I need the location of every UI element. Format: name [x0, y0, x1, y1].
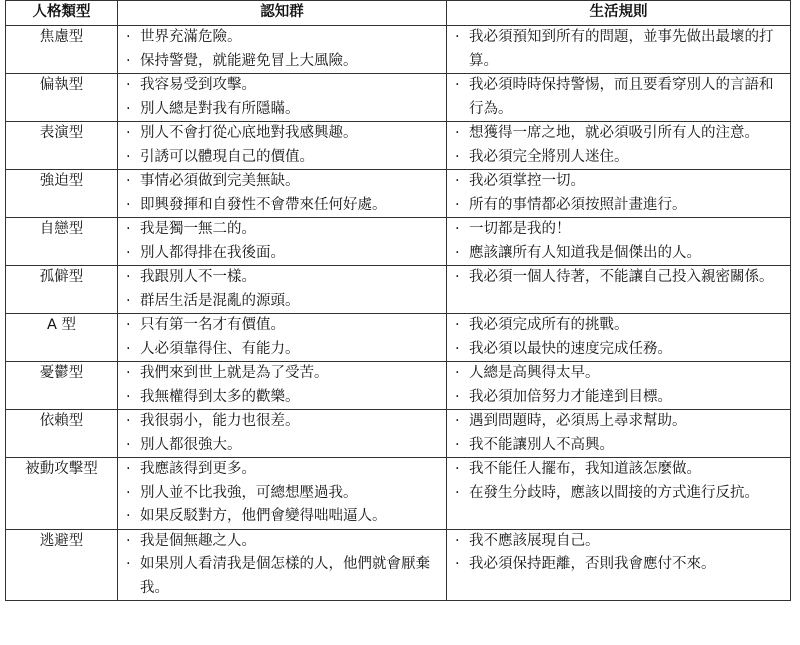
cognition-text: 別人不會打從心底地對我感興趣。	[140, 125, 358, 141]
cognition-item	[126, 146, 440, 170]
bullet-icon: ·	[455, 413, 460, 429]
cognition-cell	[118, 314, 447, 362]
personality-type-cell: 表演型	[6, 122, 118, 170]
cognition-cell	[118, 458, 447, 530]
cognition-text: 別人並不比我強，可總想壓過我。	[140, 484, 358, 501]
life-rules-cell	[447, 314, 791, 362]
cognition-text: 事情必須做到完美無缺。	[140, 173, 300, 189]
cognition-text: 別人都很強大。	[140, 436, 242, 453]
rule-item	[455, 266, 784, 290]
cognition-cell	[118, 26, 447, 74]
life-rules-cell	[447, 458, 791, 530]
life-rules-cell	[447, 362, 791, 410]
rule-item	[455, 482, 784, 506]
personality-rules-table	[5, 0, 791, 601]
rule-item	[455, 458, 784, 482]
personality-type-cell: 偏執型	[6, 74, 118, 122]
bullet-icon: ·	[126, 77, 131, 93]
rule-text: 我必須時時保持警惕，而且要看穿別人的言語和行為。	[469, 77, 774, 117]
rule-item	[455, 242, 784, 266]
table-row	[6, 529, 791, 601]
cognition-text: 我無權得到太多的歡樂。	[140, 388, 300, 405]
life-rules-cell	[447, 218, 791, 266]
cognition-text: 我跟別人不一樣。	[140, 269, 256, 285]
bullet-icon: ·	[126, 340, 131, 357]
bullet-icon: ·	[455, 484, 460, 501]
rule-text: 我必須一個人待著，不能讓自己投入親密關係。	[469, 269, 774, 285]
cognition-text: 群居生活是混亂的源頭。	[140, 292, 300, 309]
cognition-item	[126, 362, 440, 386]
bullet-icon: ·	[126, 365, 131, 381]
bullet-icon: ·	[126, 173, 131, 189]
rule-text: 一切都是我的！	[469, 221, 571, 237]
cognition-item	[126, 242, 440, 266]
personality-type-cell: A 型	[6, 314, 118, 362]
bullet-icon: ·	[126, 196, 131, 213]
personality-table-container	[5, 0, 791, 601]
cognition-text: 我是獨一無二的。	[140, 221, 256, 237]
cognition-item	[126, 434, 440, 458]
cognition-item	[126, 266, 440, 290]
table-body	[6, 26, 791, 601]
rule-item	[455, 218, 784, 242]
bullet-icon: ·	[126, 532, 131, 549]
bullet-icon: ·	[126, 508, 131, 524]
bullet-icon: ·	[126, 413, 131, 429]
table-row	[6, 410, 791, 458]
cognition-item	[126, 194, 440, 218]
table-header-row	[6, 1, 791, 26]
cognition-cell	[118, 410, 447, 458]
personality-type-cell: 憂鬱型	[6, 362, 118, 410]
rule-item	[455, 362, 784, 386]
table-row	[6, 266, 791, 314]
cognition-text: 我容易受到攻擊。	[140, 77, 256, 93]
rule-text: 遇到問題時，必須馬上尋求幫助。	[469, 413, 687, 429]
table-row	[6, 26, 791, 74]
rule-text: 我不能讓別人不高興。	[469, 436, 614, 453]
bullet-icon: ·	[455, 269, 460, 285]
cognition-item	[126, 314, 440, 338]
cognition-item	[126, 482, 440, 506]
cognition-text: 即興發揮和自發性不會帶來任何好處。	[140, 196, 387, 213]
bullet-icon: ·	[126, 148, 131, 165]
rule-text: 我必須以最快的速度完成任務。	[469, 340, 672, 357]
rule-text: 我必須預知到所有的問題，並事先做出最壞的打算。	[469, 29, 774, 69]
table-row	[6, 314, 791, 362]
rule-item	[455, 386, 784, 410]
bullet-icon: ·	[126, 29, 131, 45]
bullet-icon: ·	[455, 148, 460, 165]
rule-item	[455, 530, 784, 554]
bullet-icon: ·	[126, 100, 131, 117]
rule-item	[455, 74, 784, 121]
rule-text: 想獲得一席之地，就必須吸引所有人的注意。	[469, 125, 759, 141]
personality-type-cell: 自戀型	[6, 218, 118, 266]
life-rules-cell	[447, 122, 791, 170]
rule-text: 我不能任人擺布，我知道該怎麼做。	[469, 461, 701, 477]
rule-item	[455, 434, 784, 458]
cognition-text: 只有第一名才有價值。	[140, 317, 285, 333]
cognition-text: 別人都得排在我後面。	[140, 244, 285, 261]
life-rules-cell	[447, 170, 791, 218]
cognition-item	[126, 410, 440, 434]
bullet-icon: ·	[455, 317, 460, 333]
bullet-icon: ·	[455, 125, 460, 141]
bullet-icon: ·	[455, 388, 460, 405]
cognition-text: 人必須靠得住、有能力。	[140, 340, 300, 357]
table-row	[6, 218, 791, 266]
rule-item	[455, 146, 784, 170]
cognition-cell	[118, 529, 447, 601]
cognition-cell	[118, 74, 447, 122]
bullet-icon: ·	[126, 125, 131, 141]
life-rules-cell	[447, 410, 791, 458]
header-cognition: 認知群	[118, 1, 447, 26]
personality-type-cell: 逃避型	[6, 529, 118, 601]
table-row	[6, 122, 791, 170]
cognition-item	[126, 458, 440, 482]
rule-item	[455, 553, 784, 577]
cognition-text: 引誘可以體現自己的價值。	[140, 148, 314, 165]
bullet-icon: ·	[126, 317, 131, 333]
bullet-icon: ·	[455, 556, 460, 572]
bullet-icon: ·	[126, 52, 131, 69]
life-rules-cell	[447, 266, 791, 314]
cognition-text: 保持警覺，就能避免冒上大風險。	[140, 52, 358, 69]
header-personality-type: 人格類型	[6, 1, 118, 26]
cognition-item	[126, 26, 440, 50]
bullet-icon: ·	[126, 484, 131, 501]
cognition-cell	[118, 362, 447, 410]
cognition-item	[126, 386, 440, 410]
bullet-icon: ·	[126, 436, 131, 453]
cognition-item	[126, 505, 440, 529]
rule-text: 人總是高興得太早。	[469, 365, 600, 381]
cognition-item	[126, 170, 440, 194]
personality-type-cell: 焦慮型	[6, 26, 118, 74]
bullet-icon: ·	[455, 436, 460, 453]
cognition-text: 如果別人看清我是個怎樣的人，他們就會厭棄我。	[140, 556, 430, 596]
bullet-icon: ·	[126, 221, 131, 237]
cognition-cell	[118, 218, 447, 266]
rule-item	[455, 122, 784, 146]
rule-item	[455, 314, 784, 338]
bullet-icon: ·	[126, 269, 131, 285]
rule-text: 我必須掌控一切。	[469, 173, 585, 189]
cognition-cell	[118, 122, 447, 170]
table-row	[6, 362, 791, 410]
bullet-icon: ·	[455, 77, 460, 93]
cognition-item	[126, 74, 440, 98]
personality-type-cell: 強迫型	[6, 170, 118, 218]
rule-item	[455, 170, 784, 194]
rule-text: 我必須加倍努力才能達到目標。	[469, 388, 672, 405]
cognition-text: 別人總是對我有所隱瞞。	[140, 100, 300, 117]
cognition-text: 我應該得到更多。	[140, 461, 256, 477]
rule-item	[455, 194, 784, 218]
cognition-item	[126, 338, 440, 362]
bullet-icon: ·	[455, 532, 460, 549]
rule-item	[455, 338, 784, 362]
cognition-text: 我很弱小，能力也很差。	[140, 413, 300, 429]
cognition-text: 我是個無趣之人。	[140, 532, 256, 549]
bullet-icon: ·	[126, 556, 131, 572]
cognition-item	[126, 50, 440, 74]
cognition-item	[126, 530, 440, 554]
cognition-item	[126, 98, 440, 122]
table-row	[6, 458, 791, 530]
table-row	[6, 74, 791, 122]
rule-text: 我必須保持距離，否則我會應付不來。	[469, 556, 716, 572]
bullet-icon: ·	[126, 292, 131, 309]
personality-type-cell: 被動攻擊型	[6, 458, 118, 530]
cognition-cell	[118, 170, 447, 218]
personality-type-cell: 依賴型	[6, 410, 118, 458]
cognition-cell	[118, 266, 447, 314]
cognition-text: 我們來到世上就是為了受苦。	[140, 365, 329, 381]
rule-item	[455, 26, 784, 73]
rule-text: 在發生分歧時，應該以間接的方式進行反抗。	[469, 484, 759, 501]
personality-type-cell: 孤僻型	[6, 266, 118, 314]
bullet-icon: ·	[126, 388, 131, 405]
bullet-icon: ·	[126, 461, 131, 477]
life-rules-cell	[447, 26, 791, 74]
rule-text: 我不應該展現自己。	[469, 532, 600, 549]
life-rules-cell	[447, 74, 791, 122]
bullet-icon: ·	[455, 244, 460, 261]
cognition-text: 如果反駁對方，他們會變得咄咄逼人。	[140, 508, 387, 524]
cognition-item	[126, 218, 440, 242]
bullet-icon: ·	[455, 196, 460, 213]
rule-text: 應該讓所有人知道我是個傑出的人。	[469, 244, 701, 261]
bullet-icon: ·	[455, 221, 460, 237]
cognition-text: 世界充滿危險。	[140, 29, 242, 45]
rule-text: 我必須完全將別人迷住。	[469, 148, 629, 165]
life-rules-cell	[447, 529, 791, 601]
bullet-icon: ·	[126, 244, 131, 261]
rule-item	[455, 410, 784, 434]
rule-text: 所有的事情都必須按照計畫進行。	[469, 196, 687, 213]
bullet-icon: ·	[455, 173, 460, 189]
bullet-icon: ·	[455, 365, 460, 381]
cognition-item	[126, 122, 440, 146]
header-life-rules: 生活規則	[447, 1, 791, 26]
cognition-item	[126, 290, 440, 314]
cognition-item	[126, 553, 440, 600]
bullet-icon: ·	[455, 29, 460, 45]
rule-text: 我必須完成所有的挑戰。	[469, 317, 629, 333]
bullet-icon: ·	[455, 461, 460, 477]
bullet-icon: ·	[455, 340, 460, 357]
table-row	[6, 170, 791, 218]
